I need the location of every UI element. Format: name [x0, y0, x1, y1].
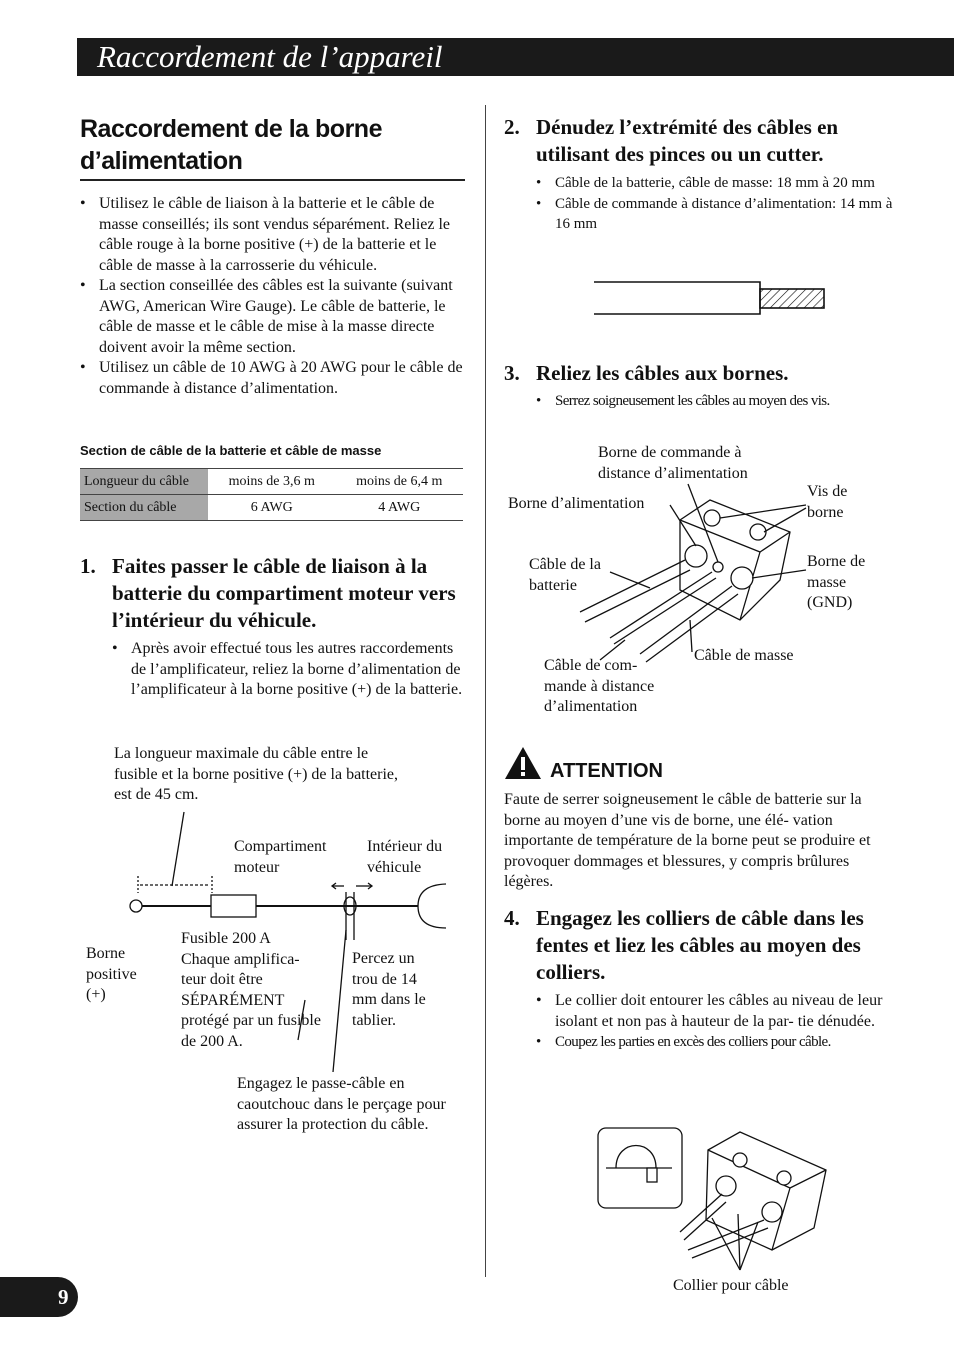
- terminal-hole: [762, 1202, 782, 1222]
- screw-icon: [777, 1171, 791, 1185]
- interior-label: Intérieur du véhicule: [367, 838, 443, 876]
- attention-title: ATTENTION: [550, 760, 663, 782]
- table-cell: 4 AWG: [336, 495, 464, 521]
- compartment-label: Compartiment moteur: [234, 838, 327, 876]
- page-number: 9: [58, 1285, 69, 1309]
- table-cell: Longueur du câble: [80, 469, 208, 495]
- list-item: • Après avoir effectué tous les autres raccordements de l’amplificateur, reliez la borne d’alimentation de l’amplificateur à la borne positive (+) de la batterie.: [112, 639, 467, 701]
- grommet-label: Engagez le passe-câble en caoutchouc dans le perçage pour assurer la protection du câble.: [237, 1075, 446, 1133]
- list-item: • Le collier doit entourer les câbles au niveau de leur isolant et non pas à hauteur de la par- tie dénudée.: [536, 991, 896, 1032]
- remote-terminal-label: Borne de commande à distance d’alimentation: [598, 444, 748, 482]
- step-number: 2.: [504, 115, 520, 139]
- attention-text: Faute de serrer soigneusement le câble de batterie sur la borne au moyen d’une vis de borne, une élé- vation importante de température de la borne peut se produire et provoquer dommages et blessures, y compris brûlures légères.: [504, 791, 871, 890]
- power-terminal-label: Borne d’alimentation: [508, 495, 645, 512]
- page-number-tab: [0, 1277, 78, 1317]
- cable-tie-label: Collier pour câble: [673, 1277, 789, 1294]
- list-item: • Coupez les parties en excès des colliers pour câble.: [536, 1032, 896, 1053]
- step-title: Faites passer le câble de liaison à la batterie du compartiment moteur vers l’intérieur du véhicule.: [112, 554, 456, 632]
- table-cell: Section du câble: [80, 495, 208, 521]
- positive-label: Borne positive (+): [86, 945, 137, 1003]
- table-title: Section de câble de la batterie et câble de masse: [80, 443, 382, 458]
- max-length-label: La longueur maximale du câble entre le fusible et la borne positive (+) de la batterie, est de 45 cm.: [114, 745, 399, 803]
- step-number: 3.: [504, 361, 520, 385]
- screw-icon: [733, 1153, 747, 1167]
- remote-cable-label: Câble de com- mande à distance d’alimentation: [544, 657, 655, 715]
- terminal-hole: [716, 1176, 736, 1196]
- battery-cable-label: Câble de la batterie: [529, 556, 601, 594]
- table-cell: moins de 6,4 m: [336, 469, 464, 495]
- ground-terminal-label: Borne de masse (GND): [807, 553, 866, 611]
- section-heading: Raccordement de la borne d’alimentation: [80, 115, 382, 175]
- list-item: • Utilisez un câble de 10 AWG à 20 AWG pour le câble de commande à distance d’alimentation.: [80, 358, 468, 399]
- step-title: Engagez les colliers de câble dans les fentes et liez les câbles au moyen des colliers.: [536, 906, 864, 984]
- step-number: 1.: [80, 554, 96, 578]
- ground-cable-label: Câble de masse: [694, 647, 794, 664]
- table-cell: moins de 3,6 m: [208, 469, 336, 495]
- list-item: • Utilisez le câble de liaison à la batterie et le câble de masse conseillés; ils sont vendus séparément. Reliez le câble rouge à la borne positive (+) de la batterie et le câble de masse à la carrosserie du véhicule.: [80, 194, 468, 276]
- list-item: • Serrez soigneusement les câbles au moyen des vis.: [536, 391, 906, 412]
- fuse-label: Fusible 200 A Chaque amplifica- teur doit être SÉPARÉMENT protégé par un fusible de 200 A.: [181, 930, 321, 1050]
- list-item: • Câble de la batterie, câble de masse: 18 mm à 20 mm: [536, 173, 896, 194]
- screw-label: Vis de borne: [807, 483, 848, 521]
- step-title: Dénudez l’extrémité des câbles en utilisant des pinces ou un cutter.: [536, 115, 839, 166]
- page-title: Raccordement de l’appareil: [97, 39, 443, 74]
- step-number: 4.: [504, 906, 520, 930]
- list-item: • La section conseillée des câbles est la suivante (suivant AWG, American Wire Gauge). Le câble de batterie, le câble de masse et le câble de mise à la masse directe doivent avoir la même section.: [80, 276, 468, 358]
- list-item: • Câble de commande à distance d’alimentation: 14 mm à 16 mm: [536, 194, 896, 235]
- table-cell: 6 AWG: [208, 495, 336, 521]
- step-title: Reliez les câbles aux bornes.: [536, 361, 789, 385]
- hole-label: Percez un trou de 14 mm dans le tablier.: [352, 950, 426, 1029]
